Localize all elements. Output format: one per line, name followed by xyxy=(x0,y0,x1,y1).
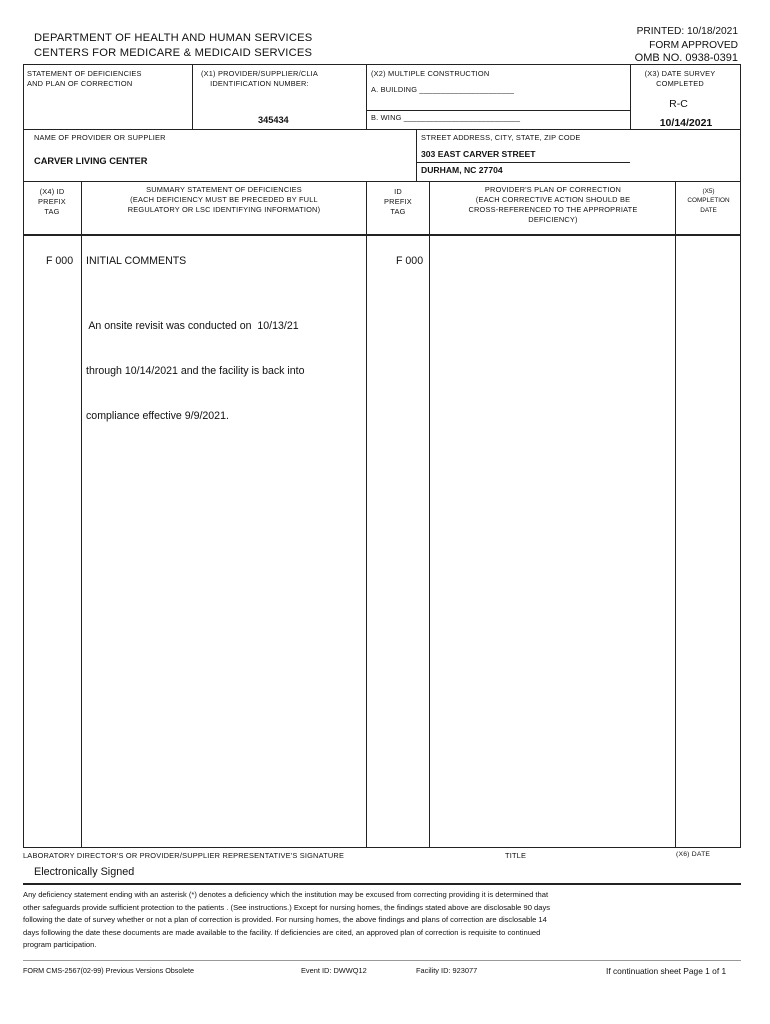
divider xyxy=(23,883,741,885)
form-number: FORM CMS-2567(02-99) Previous Versions Obsolete xyxy=(23,966,194,975)
plan-header: PROVIDER'S PLAN OF CORRECTION (EACH CORRECTIVE ACTION SHOULD BE CROSS-REFERENCED TO THE APPROPRIATE DEFICIENCY) xyxy=(468,185,638,224)
provider-name: CARVER LIVING CENTER xyxy=(34,156,148,166)
cms-line: CENTERS FOR MEDICARE & MEDICAID SERVICES xyxy=(34,47,313,59)
summary-header: SUMMARY STATEMENT OF DEFICIENCIES (EACH DEFICIENCY MUST BE PRECEDED BY FULL REGULATORY OR LSC IDENTIFYING INFORMATION) xyxy=(127,185,321,214)
divider xyxy=(23,181,24,847)
wing-field: B. WING ___________________________ xyxy=(371,113,521,122)
building-field: A. BUILDING ______________________ xyxy=(371,85,515,94)
divider xyxy=(366,110,630,111)
signature-label: LABORATORY DIRECTOR'S OR PROVIDER/SUPPLIER REPRESENTATIVE'S SIGNATURE xyxy=(23,851,345,860)
title-label: TITLE xyxy=(505,851,527,860)
divider xyxy=(81,181,82,847)
divider xyxy=(23,847,741,848)
divider xyxy=(429,181,430,847)
divider xyxy=(416,162,630,163)
omb-number: OMB NO. 0938-0391 xyxy=(634,52,738,64)
id-header: ID PREFIX TAG xyxy=(384,187,412,216)
deficiency-title: INITIAL COMMENTS xyxy=(86,255,187,267)
deficiency-tag: F 000 xyxy=(46,255,74,267)
divider xyxy=(366,181,367,847)
date-label: (X6) DATE xyxy=(676,851,711,858)
event-id: Event ID: DWWQ12 xyxy=(301,966,367,975)
signature-value: Electronically Signed xyxy=(34,866,135,878)
x1-label: (X1) PROVIDER/SUPPLIER/CLIA IDENTIFICATION NUMBER: xyxy=(200,69,319,88)
facility-id: Facility ID: 923077 xyxy=(416,966,478,975)
provider-id-number: 345434 xyxy=(258,115,289,125)
x4-header: (X4) ID PREFIX TAG xyxy=(38,187,66,216)
print-info xyxy=(635,25,738,66)
divider xyxy=(416,129,417,181)
provider-name-label: NAME OF PROVIDER OR SUPPLIER xyxy=(34,133,166,142)
divider xyxy=(23,234,741,236)
divider xyxy=(23,181,741,182)
divider xyxy=(23,960,741,961)
city-state-zip: DURHAM, NC 27704 xyxy=(421,165,503,175)
deficiency-text: An onsite revisit was conducted on 10/13/21 through 10/14/2021 and the facility is back into compliance effective 9/9/2021. xyxy=(86,320,305,422)
continuation-page: If continuation sheet Page 1 of 1 xyxy=(606,966,727,976)
address-label: STREET ADDRESS, CITY, STATE, ZIP CODE xyxy=(421,133,581,142)
correction-tag: F 000 xyxy=(396,255,424,267)
statement-label: STATEMENT OF DEFICIENCIES AND PLAN OF CORRECTION xyxy=(27,69,142,88)
divider xyxy=(23,129,741,130)
divider xyxy=(740,181,741,847)
disclaimer-text: Any deficiency statement ending with an asterisk (*) denotes a deficiency which the institution may be excused from correcting providing it is determined that other safeguards provide sufficient protection to the patients . (See instructions.) Except for nursing homes, the findings stated above are disclosable 90 days following the date of survey whether or not a plan of correction is provided. For nursing homes, the above findings and plans of correction are disclosable 14 days following the date these documents are made available to the facility. If deficiencies are cited, an approved plan of correction is requisite to continued program participation. xyxy=(23,890,551,949)
divider xyxy=(366,64,367,130)
agency-header xyxy=(34,31,312,61)
department-line: DEPARTMENT OF HEALTH AND HUMAN SERVICES xyxy=(34,32,313,44)
form-approved: FORM APPROVED xyxy=(649,39,738,51)
survey-code: R-C xyxy=(669,98,688,110)
street-address: 303 EAST CARVER STREET xyxy=(421,149,536,159)
x3-label: (X3) DATE SURVEY COMPLETED xyxy=(644,69,716,88)
x2-label: (X2) MULTIPLE CONSTRUCTION xyxy=(371,69,490,78)
divider xyxy=(675,181,676,847)
survey-date: 10/14/2021 xyxy=(659,117,713,129)
printed-date: PRINTED: 10/18/2021 xyxy=(636,26,738,37)
x5-header: (X5) COMPLETION DATE xyxy=(687,188,730,214)
